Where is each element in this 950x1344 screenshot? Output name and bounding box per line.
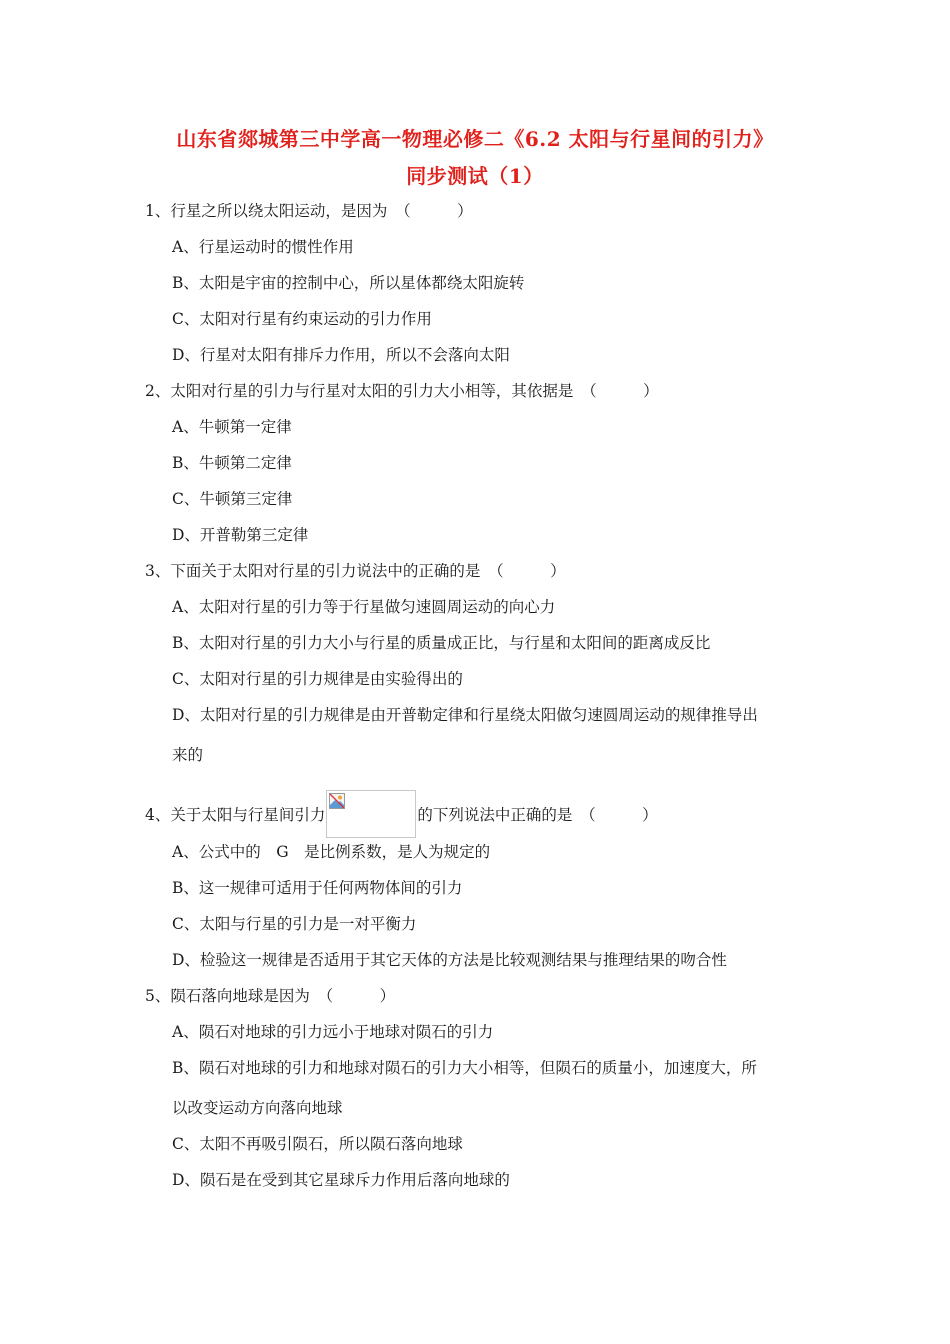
question-5-option-b: B、陨石对地球的引力和地球对陨石的引力大小相等，但陨石的质量小，加速度大，所 <box>172 1059 757 1077</box>
page-title-line-2: 同步测试（1） <box>406 164 544 188</box>
question-1-option-a: A、行星运动时的惯性作用 <box>172 238 354 256</box>
question-2-option-d: D、开普勒第三定律 <box>172 526 309 544</box>
question-4-option-a: A、公式中的 G 是比例系数，是人为规定的 <box>172 843 491 861</box>
question-3-option-d-continued: 来的 <box>172 746 204 764</box>
question-1-stem: 1、行星之所以绕太阳运动，是因为 （ ） <box>145 202 473 220</box>
question-2-option-a: A、牛顿第一定律 <box>172 418 292 436</box>
formula-image <box>326 790 416 838</box>
question-1-option-d: D、行星对太阳有排斥力作用，所以不会落向太阳 <box>172 346 510 364</box>
question-4-option-c: C、太阳与行星的引力是一对平衡力 <box>172 915 417 933</box>
question-3-option-d: D、太阳对行星的引力规律是由开普勒定律和行星绕太阳做匀速圆周运动的规律推导出 <box>172 706 758 724</box>
question-4-option-d: D、检验这一规律是否适用于其它天体的方法是比较观测结果与推理结果的吻合性 <box>172 951 727 969</box>
question-1-option-b: B、太阳是宇宙的控制中心，所以星体都绕太阳旋转 <box>172 274 525 292</box>
question-5-stem: 5、陨石落向地球是因为 （ ） <box>145 987 396 1005</box>
question-5-option-b-continued: 以改变运动方向落向地球 <box>172 1099 343 1117</box>
question-5-option-a: A、陨石对地球的引力远小于地球对陨石的引力 <box>172 1023 494 1041</box>
question-2-stem: 2、太阳对行星的引力与行星对太阳的引力大小相等，其依据是 （ ） <box>145 382 659 400</box>
question-2-option-c: C、牛顿第三定律 <box>172 490 293 508</box>
broken-image-icon <box>329 793 345 809</box>
question-3-stem: 3、下面关于太阳对行星的引力说法中的正确的是 （ ） <box>145 562 566 580</box>
question-5-option-c: C、太阳不再吸引陨石，所以陨石落向地球 <box>172 1135 463 1153</box>
question-3-option-b: B、太阳对行星的引力大小与行星的质量成正比，与行星和太阳间的距离成反比 <box>172 634 711 652</box>
question-4-stem <box>145 792 658 840</box>
question-1-option-c: C、太阳对行星有约束运动的引力作用 <box>172 310 432 328</box>
question-5-option-d: D、陨石是在受到其它星球斥力作用后落向地球的 <box>172 1171 510 1189</box>
page-title-line-1: 山东省郯城第三中学高一物理必修二《6.2 太阳与行星间的引力》 <box>176 127 774 151</box>
question-3-option-c: C、太阳对行星的引力规律是由实验得出的 <box>172 670 463 688</box>
question-3-option-a: A、太阳对行星的引力等于行星做匀速圆周运动的向心力 <box>172 598 556 616</box>
question-2-option-b: B、牛顿第二定律 <box>172 454 292 472</box>
question-4-stem-after: 的下列说法中正确的是 （ ） <box>417 806 658 824</box>
question-4-option-b: B、这一规律可适用于任何两物体间的引力 <box>172 879 463 897</box>
question-4-stem-before: 4、关于太阳与行星间引力 <box>145 806 326 824</box>
